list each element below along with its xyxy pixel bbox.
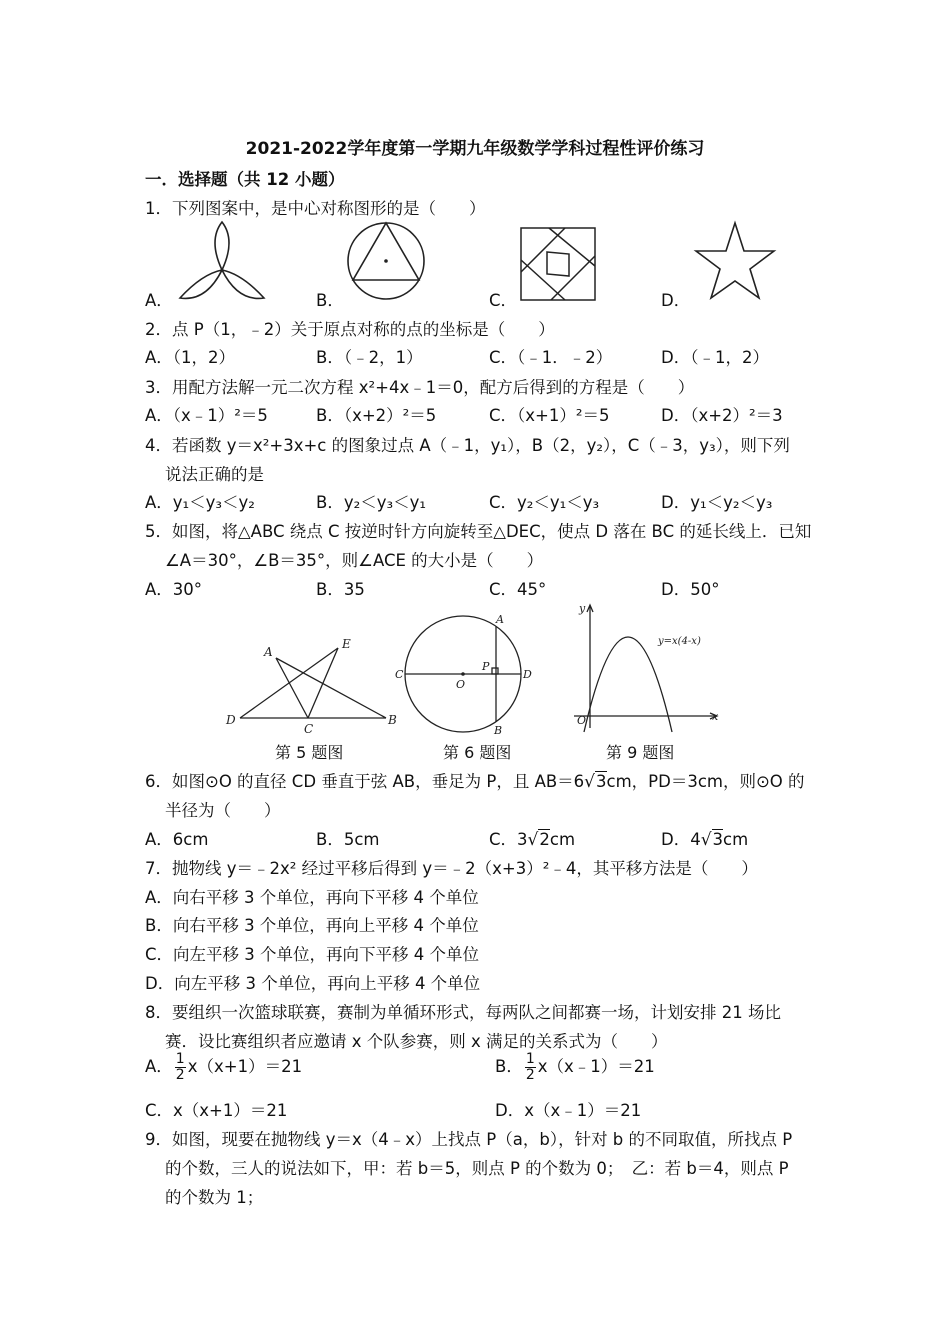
fig6-label-a: A [496,613,504,626]
q2-options [145,344,825,368]
question-6-stem-line2: 半径为（ ） [165,801,281,820]
q8-option-a [145,1052,302,1083]
question-9-stem-line2: 的个数，三人的说法如下，甲：若 b＝5，则点 P 的个数为 0； 乙：若 b＝4，则点 P [165,1159,789,1178]
q6-option-d-pre: D．4 [661,830,701,849]
q1-label-b: B． [316,291,344,310]
figure-star [694,221,776,301]
figure-three-petals [172,218,272,304]
question-3-stem: 3．用配方法解一元二次方程 x²+4x﹣1＝0，配方后得到的方程是（ ） [145,378,695,397]
figure-6-caption: 第 6 题图 [443,743,512,762]
question-9-stem-line1: 9．如图，现要在抛物线 y＝x（4﹣x）上找点 P（a，b），针对 b 的不同取值，所找点 P [145,1130,793,1149]
fig5-label-c: C [304,722,314,736]
q6-option-a: A．6cm [145,830,209,849]
q4-option-c: C．y₂＜y₁＜y₃ [489,493,600,512]
fig6-label-o: O [456,678,466,691]
q3-option-c: C．（x+1）²＝5 [489,406,610,425]
fig5-label-a: A [264,645,273,659]
sqrt-symbol: √ [584,772,596,792]
q7-option-d: D．向左平移 3 个单位，再向上平移 4 个单位 [145,974,481,993]
q6-option-b: B．5cm [316,830,380,849]
question-9-stem-line3: 的个数为 1； [165,1188,264,1207]
fig6-label-d: D [523,668,532,681]
q6-stem-part2: cm，PD＝3cm，则⊙O 的 [606,772,805,791]
question-8-stem-line1: 8．要组织一次篮球联赛，赛制为单循环形式，每两队之间都赛一场，计划安排 21 场比 [145,1003,781,1022]
figure-9-caption: 第 9 题图 [606,743,675,762]
q2-option-d: D．（﹣1，2） [661,348,769,367]
fig5-label-e: E [342,637,351,651]
q8-option-a-numerator: 1 [175,1051,185,1067]
q2-option-a: A．（1，2） [145,348,236,367]
fig9-label-y: y [579,602,586,615]
question-1-stem: 1．下列图案中，是中心对称图形的是（ ） [145,199,486,218]
q3-option-b: B．（x+2）²＝5 [316,406,437,425]
q5-option-b: B．35 [316,580,365,599]
q5-options [145,576,825,600]
section-heading: 一．选择题（共 12 小题） [145,170,345,189]
fig5-label-b: B [388,713,397,727]
q3-option-d: D．（x+2）²＝3 [661,406,783,425]
question-5-stem-line1: 5．如图，将△ABC 绕点 C 按逆时针方向旋转至△DEC，使点 D 落在 BC 的延长线上．已知 [145,522,812,541]
page-title: 2021-2022学年度第一学期九年级数学学科过程性评价练习 [245,139,705,159]
q7-option-c: C．向左平移 3 个单位，再向下平移 4 个单位 [145,945,479,964]
q5-option-c: C．45° [489,580,547,599]
q8-option-d: D．x（x﹣1）＝21 [495,1101,642,1120]
q6-option-c-radicand: 2 [539,830,550,849]
q8-option-a-post: x（x+1）＝21 [187,1057,303,1076]
fig6-label-p: P [482,660,490,673]
fig9-label-equation: y=x(4-x) [658,636,701,647]
question-5-stem-line2: ∠A＝30°，∠B＝35°，则∠ACE 的大小是（ ） [165,551,544,570]
question-2-stem: 2．点 P（1，﹣2）关于原点对称的点的坐标是（ ） [145,320,555,339]
q6-option-d-radicand: 3 [712,830,724,849]
q8-option-b [495,1052,655,1083]
figure-square-pinwheel [519,226,599,302]
q7-option-b: B．向右平移 3 个单位，再向上平移 4 个单位 [145,916,479,935]
question-4-stem-line1: 4．若函数 y＝x²+3x+c 的图象过点 A（﹣1，y₁），B（2，y₂），C（﹣3，y₃），则下列 [145,436,790,455]
fig9-label-x: x [712,710,719,723]
q8-option-b-denominator: 2 [525,1067,535,1083]
question-7-stem: 7．抛物线 y＝﹣2x² 经过平移后得到 y＝﹣2（x+3）²﹣4，其平移方法是（ ） [145,859,758,878]
q6-option-d-post: cm [723,830,749,849]
q1-label-c: C． [489,291,518,310]
figure-5-triangles [222,636,402,736]
q4-options [145,489,825,513]
fig6-label-b: B [494,724,503,737]
q8-option-b-fraction [525,1052,536,1083]
q3-options [145,402,825,426]
q8-option-a-denominator: 2 [175,1067,185,1083]
q6-stem-radicand: 3 [596,772,607,791]
q7-option-a: A．向右平移 3 个单位，再向下平移 4 个单位 [145,888,479,907]
q8-option-b-pre: B． [495,1057,523,1076]
figure-5-caption: 第 5 题图 [275,743,344,762]
fig9-label-o: O [577,714,587,727]
q1-label-a: A． [145,291,173,310]
q3-option-a: A．（x﹣1）²＝5 [145,406,268,425]
q6-option-d [661,826,748,850]
q4-option-d: D．y₁＜y₂＜y₃ [661,493,773,512]
q2-option-b: B．（﹣2，1） [316,348,423,367]
q8-option-b-post: x（x﹣1）＝21 [537,1057,655,1076]
figure-9-parabola [566,600,726,736]
sqrt-symbol: √ [527,830,539,850]
q8-option-a-fraction [175,1052,186,1083]
q6-option-c-post: cm [549,830,576,849]
q4-option-b: B．y₂＜y₃＜y₁ [316,493,426,512]
q6-option-c [489,826,575,850]
question-6-stem-line1 [145,768,805,792]
q8-option-a-pre: A． [145,1057,173,1076]
question-4-stem-line2: 说法正确的是 [165,465,264,484]
q6-option-c-pre: C．3 [489,830,528,849]
q6-stem-part1: 6．如图⊙O 的直径 CD 垂直于弦 AB，垂足为 P，且 AB＝6 [145,772,585,791]
q5-option-d: D．50° [661,580,720,599]
q2-option-c: C．（﹣1．﹣2） [489,348,613,367]
sqrt-symbol: √ [700,830,712,850]
fig5-label-d: D [226,713,236,727]
figure-circle-triangle [346,221,426,301]
question-8-stem-line2: 赛．设比赛组织者应邀请 x 个队参赛，则 x 满足的关系式为（ ） [165,1032,668,1051]
q6-options [145,826,825,850]
fig6-label-c: C [395,668,404,681]
q8-option-c: C．x（x+1）＝21 [145,1101,288,1120]
figure-6-circle-chord [392,612,542,740]
q1-label-d: D． [661,291,691,310]
q5-option-a: A．30° [145,580,203,599]
q8-option-b-numerator: 1 [525,1051,535,1067]
q4-option-a: A．y₁＜y₃＜y₂ [145,493,255,512]
